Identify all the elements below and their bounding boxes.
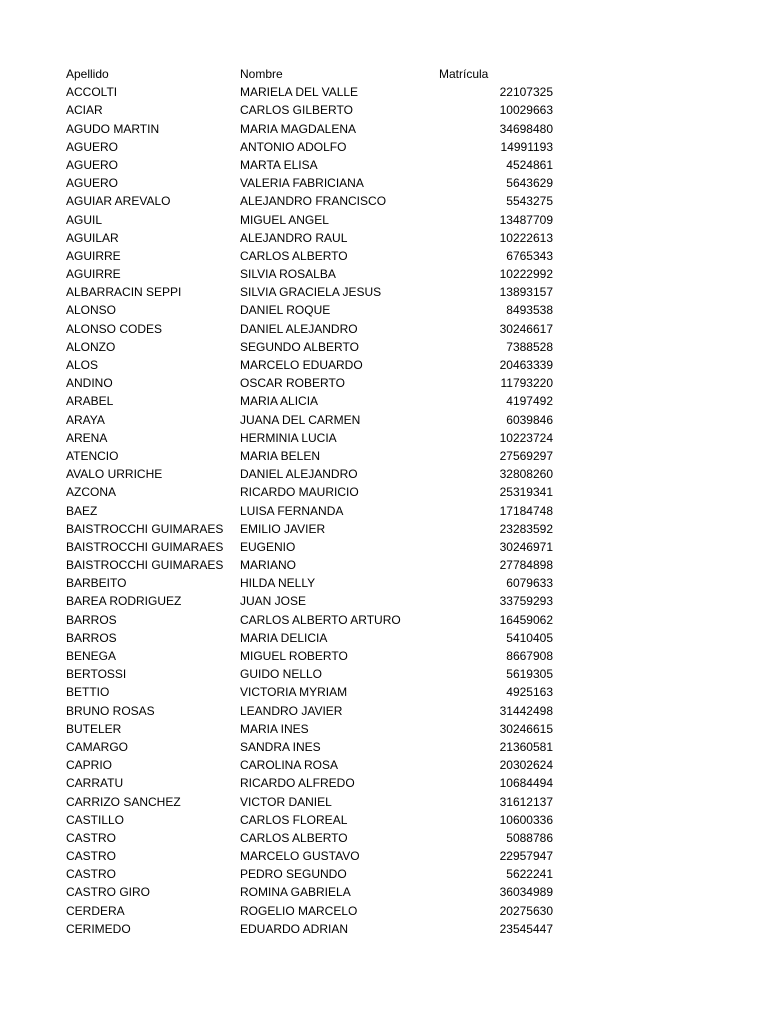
table-row xyxy=(66,592,566,610)
cell-matricula: 6039846 xyxy=(506,412,553,427)
cell-nombre: EMILIO JAVIER xyxy=(240,521,326,536)
cell-nombre: MARIA INES xyxy=(240,721,309,736)
table-row xyxy=(66,229,566,247)
cell-apellido: ARENA xyxy=(66,430,108,445)
table-row xyxy=(66,720,566,738)
cell-nombre: ANTONIO ADOLFO xyxy=(240,139,347,154)
cell-apellido: BARROS xyxy=(66,630,117,645)
table-row xyxy=(66,301,566,319)
cell-matricula: 8493538 xyxy=(506,303,553,318)
table-row xyxy=(66,101,566,119)
cell-apellido: AGUERO xyxy=(66,139,119,154)
cell-nombre: EUGENIO xyxy=(240,539,296,554)
table-row xyxy=(66,702,566,720)
table-row xyxy=(66,738,566,756)
cell-nombre: CAROLINA ROSA xyxy=(240,758,339,773)
cell-matricula: 16459062 xyxy=(499,612,553,627)
cell-matricula: 10222992 xyxy=(499,267,553,282)
table-row xyxy=(66,392,566,410)
table-row xyxy=(66,483,566,501)
cell-matricula: 30246615 xyxy=(499,721,553,736)
cell-nombre: SEGUNDO ALBERTO xyxy=(240,339,359,354)
table-row xyxy=(66,174,566,192)
cell-matricula: 4197492 xyxy=(506,394,553,409)
header-row xyxy=(66,65,566,83)
cell-nombre: MIGUEL ANGEL xyxy=(240,212,329,227)
cell-nombre: DANIEL ALEJANDRO xyxy=(240,467,358,482)
cell-apellido: AVALO URRICHE xyxy=(66,467,163,482)
cell-apellido: BENEGA xyxy=(66,649,117,663)
spreadsheet-table xyxy=(66,65,566,938)
table-row xyxy=(66,520,566,538)
cell-matricula: 20275630 xyxy=(499,903,553,918)
cell-nombre: JUANA DEL CARMEN xyxy=(240,412,361,427)
cell-apellido: ACCOLTI xyxy=(66,85,118,100)
cell-matricula: 13487709 xyxy=(499,212,553,227)
cell-nombre: OSCAR ROBERTO xyxy=(240,376,345,391)
table-row xyxy=(66,192,566,210)
table-row xyxy=(66,120,566,138)
cell-apellido: BAISTROCCHI GUIMARAES xyxy=(66,521,224,536)
cell-apellido: AGUDO MARTIN xyxy=(66,121,160,136)
cell-apellido: CASTILLO xyxy=(66,812,125,827)
cell-apellido: BERTOSSI xyxy=(66,667,127,682)
table-row xyxy=(66,538,566,556)
table-row xyxy=(66,338,566,356)
cell-matricula: 5643629 xyxy=(506,176,553,191)
table-row xyxy=(66,211,566,229)
cell-apellido: AGUIRRE xyxy=(66,248,121,263)
cell-nombre: MARCELO GUSTAVO xyxy=(240,849,360,864)
cell-nombre: MARIANO xyxy=(240,558,297,573)
cell-matricula: 7388528 xyxy=(506,339,553,354)
header-apellido: Apellido xyxy=(66,67,109,81)
cell-matricula: 5410405 xyxy=(506,630,553,645)
table-row xyxy=(66,356,566,374)
cell-matricula: 30246617 xyxy=(499,321,553,336)
cell-apellido: CARRIZO SANCHEZ xyxy=(66,794,181,809)
table-row xyxy=(66,611,566,629)
cell-matricula: 34698480 xyxy=(499,121,553,136)
cell-nombre: CARLOS ALBERTO xyxy=(240,830,348,845)
table-row xyxy=(66,156,566,174)
cell-apellido: ALOS xyxy=(66,358,99,372)
cell-nombre: RICARDO ALFREDO xyxy=(240,776,355,791)
cell-matricula: 30246971 xyxy=(499,539,553,554)
table-row xyxy=(66,865,566,883)
cell-apellido: BAREA RODRIGUEZ xyxy=(66,594,182,609)
cell-matricula: 17184748 xyxy=(499,503,553,518)
table-row xyxy=(66,374,566,392)
cell-matricula: 33759293 xyxy=(499,594,553,609)
cell-apellido: ARAYA xyxy=(66,412,105,427)
cell-apellido: AGUIAR AREVALO xyxy=(66,194,171,209)
cell-matricula: 5543275 xyxy=(506,194,553,209)
cell-apellido: BETTIO xyxy=(66,685,110,700)
cell-matricula: 11793220 xyxy=(500,376,553,391)
cell-matricula: 13893157 xyxy=(499,285,553,300)
cell-matricula: 27784898 xyxy=(499,558,553,573)
cell-apellido: AGUIRRE xyxy=(66,267,121,282)
cell-apellido: AGUILAR xyxy=(66,230,119,245)
cell-nombre: MIGUEL ROBERTO xyxy=(240,649,348,663)
cell-nombre: SILVIA GRACIELA JESUS xyxy=(240,285,382,300)
cell-nombre: HERMINIA LUCIA xyxy=(240,430,337,445)
cell-apellido: ATENCIO xyxy=(66,448,119,463)
cell-nombre: EDUARDO ADRIAN xyxy=(240,921,349,936)
cell-nombre: DANIEL ROQUE xyxy=(240,303,331,318)
table-row xyxy=(66,902,566,920)
cell-matricula: 8667908 xyxy=(506,649,553,663)
table-row xyxy=(66,247,566,265)
table-row xyxy=(66,829,566,847)
cell-nombre: ALEJANDRO RAUL xyxy=(240,230,348,245)
cell-nombre: LUISA FERNANDA xyxy=(240,503,344,518)
cell-matricula: 31612137 xyxy=(499,794,553,809)
cell-matricula: 6079633 xyxy=(506,576,553,591)
cell-nombre: MARTA ELISA xyxy=(240,157,318,172)
cell-nombre: HILDA NELLY xyxy=(240,576,316,591)
cell-matricula: 4524861 xyxy=(506,157,553,172)
cell-nombre: CARLOS ALBERTO ARTURO xyxy=(240,612,401,627)
cell-nombre: CARLOS ALBERTO xyxy=(240,248,348,263)
cell-matricula: 6765343 xyxy=(506,248,553,263)
table-row xyxy=(66,793,566,811)
table-row xyxy=(66,556,566,574)
cell-matricula: 5619305 xyxy=(506,667,553,682)
cell-apellido: CERDERA xyxy=(66,903,125,918)
table-row xyxy=(66,774,566,792)
cell-apellido: BARBEITO xyxy=(66,576,127,591)
cell-apellido: BAEZ xyxy=(66,503,98,518)
cell-nombre: VICTOR DANIEL xyxy=(240,794,332,809)
cell-apellido: BAISTROCCHI GUIMARAES xyxy=(66,539,224,554)
table-row xyxy=(66,883,566,901)
cell-nombre: ALEJANDRO FRANCISCO xyxy=(240,194,387,209)
cell-apellido: CASTRO xyxy=(66,849,117,864)
table-row xyxy=(66,683,566,701)
cell-nombre: JUAN JOSE xyxy=(240,594,307,609)
table-row xyxy=(66,429,566,447)
cell-nombre: SANDRA INES xyxy=(240,739,321,754)
table-row xyxy=(66,447,566,465)
cell-matricula: 21360581 xyxy=(499,739,553,754)
cell-nombre: VICTORIA MYRIAM xyxy=(240,685,348,700)
table-row xyxy=(66,811,566,829)
cell-apellido: ALBARRACIN SEPPI xyxy=(66,285,182,300)
table-body xyxy=(66,83,566,938)
table-row xyxy=(66,574,566,592)
cell-apellido: AGUERO xyxy=(66,157,119,172)
cell-apellido: CARRATU xyxy=(66,776,124,791)
cell-matricula: 4925163 xyxy=(506,685,553,700)
table-row xyxy=(66,756,566,774)
table-row xyxy=(66,629,566,647)
cell-nombre: CARLOS GILBERTO xyxy=(240,103,353,118)
cell-apellido: AGUERO xyxy=(66,176,119,191)
table-row xyxy=(66,283,566,301)
cell-matricula: 20463339 xyxy=(499,358,553,372)
cell-nombre: ROGELIO MARCELO xyxy=(240,903,358,918)
cell-apellido: BRUNO ROSAS xyxy=(66,703,155,718)
cell-matricula: 5622241 xyxy=(506,867,553,882)
table-row xyxy=(66,138,566,156)
cell-matricula: 32808260 xyxy=(499,467,553,482)
cell-matricula: 23283592 xyxy=(499,521,553,536)
cell-apellido: AZCONA xyxy=(66,485,117,500)
cell-apellido: BARROS xyxy=(66,612,117,627)
cell-nombre: MARCELO EDUARDO xyxy=(240,358,363,372)
cell-apellido: ALONSO CODES xyxy=(66,321,163,336)
table-row xyxy=(66,502,566,520)
cell-apellido: CAPRIO xyxy=(66,758,113,773)
cell-matricula: 22957947 xyxy=(499,849,553,864)
cell-matricula: 23545447 xyxy=(499,921,553,936)
table-row xyxy=(66,411,566,429)
cell-nombre: VALERIA FABRICIANA xyxy=(240,176,364,191)
cell-nombre: CARLOS FLOREAL xyxy=(240,812,348,827)
cell-matricula: 5088786 xyxy=(506,830,553,845)
cell-apellido: BAISTROCCHI GUIMARAES xyxy=(66,558,224,573)
cell-apellido: ANDINO xyxy=(66,376,113,391)
cell-apellido: CERIMEDO xyxy=(66,921,131,936)
header-nombre: Nombre xyxy=(240,67,283,81)
cell-matricula: 31442498 xyxy=(499,703,553,718)
cell-apellido: CAMARGO xyxy=(66,739,129,754)
table-row xyxy=(66,320,566,338)
cell-matricula: 22107325 xyxy=(499,85,553,100)
cell-nombre: MARIA ALICIA xyxy=(240,394,319,409)
cell-matricula: 36034989 xyxy=(499,885,553,900)
cell-nombre: MARIELA DEL VALLE xyxy=(240,85,359,100)
cell-nombre: MARIA BELEN xyxy=(240,448,321,463)
cell-apellido: ACIAR xyxy=(66,103,103,118)
cell-matricula: 10600336 xyxy=(499,812,553,827)
cell-apellido: ALONSO xyxy=(66,303,117,318)
table-row xyxy=(66,465,566,483)
table-row xyxy=(66,83,566,101)
cell-nombre: MARIA DELICIA xyxy=(240,630,328,645)
cell-matricula: 25319341 xyxy=(499,485,553,500)
cell-matricula: 10029663 xyxy=(499,103,553,118)
table-row xyxy=(66,847,566,865)
cell-nombre: DANIEL ALEJANDRO xyxy=(240,321,358,336)
cell-nombre: ROMINA GABRIELA xyxy=(240,885,351,900)
table-row xyxy=(66,647,566,665)
cell-apellido: AGUIL xyxy=(66,212,103,227)
cell-nombre: PEDRO SEGUNDO xyxy=(240,867,347,882)
cell-apellido: BUTELER xyxy=(66,721,122,736)
cell-nombre: LEANDRO JAVIER xyxy=(240,703,343,718)
cell-nombre: SILVIA ROSALBA xyxy=(240,267,336,282)
cell-nombre: GUIDO NELLO xyxy=(240,667,323,682)
header-matricula: Matrícula xyxy=(439,67,489,81)
table-row xyxy=(66,265,566,283)
cell-matricula: 10223724 xyxy=(499,430,553,445)
table-row xyxy=(66,665,566,683)
cell-apellido: CASTRO GIRO xyxy=(66,885,151,900)
cell-matricula: 27569297 xyxy=(499,448,553,463)
cell-matricula: 14991193 xyxy=(500,139,553,154)
cell-apellido: ALONZO xyxy=(66,339,116,354)
cell-nombre: MARIA MAGDALENA xyxy=(240,121,357,136)
cell-apellido: CASTRO xyxy=(66,867,117,882)
cell-apellido: CASTRO xyxy=(66,830,117,845)
table-row xyxy=(66,920,566,938)
cell-matricula: 10684494 xyxy=(499,776,553,791)
cell-apellido: ARABEL xyxy=(66,394,114,409)
cell-matricula: 20302624 xyxy=(499,758,553,773)
cell-matricula: 10222613 xyxy=(499,230,553,245)
cell-nombre: RICARDO MAURICIO xyxy=(240,485,359,500)
